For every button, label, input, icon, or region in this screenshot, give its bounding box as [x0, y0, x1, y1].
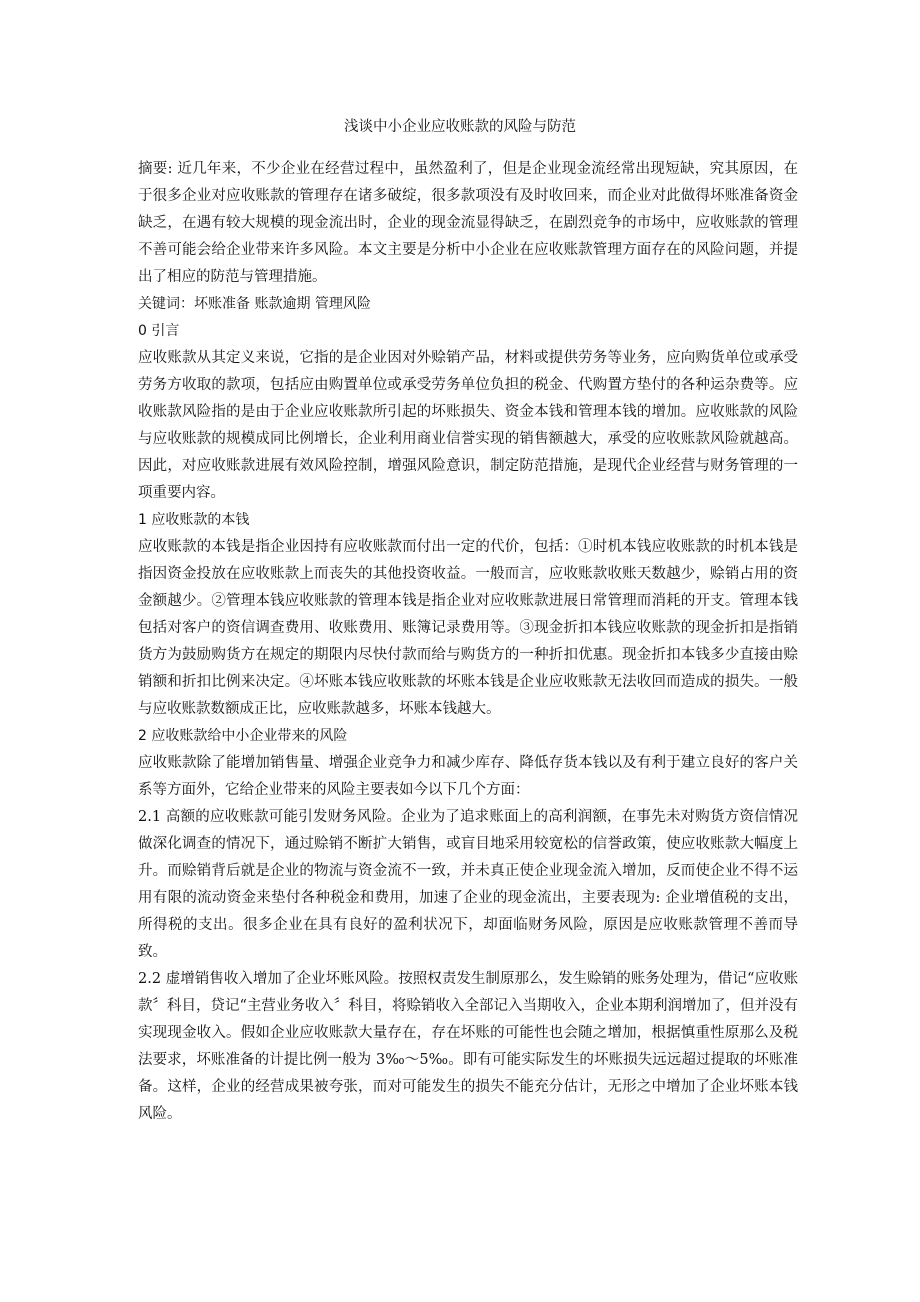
- section-2-paragraph: 应收账款除了能增加销售量、增强企业竞争力和减少库存、降低存货本钱以及有利于建立良好的客户关系等方面外，它给企业带来的风险主要表如今以下几个方面：: [138, 755, 798, 798]
- section-2-1-paragraph: 2.1 高额的应收账款可能引发财务风险。企业为了追求账面上的高利润额，在事先未对购货方资信情况做深化调查的情况下，通过赊销不断扩大销售，或盲目地采用较宽松的信誉政策，使应收账款大幅度上升。而赊销背后就是企业的物流与资金流不一致，并未真正使企业现金流入增加，反而使企业不得不运用有限的流动资金来垫付各种税金和费用，加速了企业的现金流出，主要表现为: 企业增值税的支出，所得税的支出。很多企业在具有良好的盈利状况下，却面临财务风险，原因是应收账款管理不善而导致。: [138, 809, 798, 960]
- section-2-heading: 2 应收账款给中小企业带来的风险: [138, 728, 348, 744]
- abstract-paragraph: 摘要: 近几年来，不少企业在经营过程中，虽然盈利了，但是企业现金流经常出现短缺，究其原因，在于很多企业对应收账款的管理存在诸多破绽，很多款项没有及时收回来，而企业对此做得坏账准备资金缺乏，在遇有较大规模的现金流出时，企业的现金流显得缺乏，在剧烈竞争的市场中，应收账款的管理不善可能会给企业带来许多风险。本文主要是分析中小企业在应收账款管理方面存在的风险问题，并提出了相应的防范与管理措施。: [138, 161, 798, 285]
- document-title: 浅谈中小企业应收账款的风险与防范: [344, 119, 576, 135]
- section-1-heading: 1 应收账款的本钱: [138, 512, 250, 528]
- document-body: [138, 156, 798, 1128]
- section-1-paragraph: 应收账款的本钱是指企业因持有应收账款而付出一定的代价，包括：①时机本钱应收账款的时机本钱是指因资金投放在应收账款上而丧失的其他投资收益。一般而言，应收账款收账天数越少，赊销占用的资金额越少。②管理本钱应收账款的管理本钱是指企业对应收账款进展日常管理而消耗的开支。管理本钱包括对客户的资信调查费用、收账费用、账簿记录费用等。③现金折扣本钱应收账款的现金折扣是指销货方为鼓励购货方在规定的期限内尽快付款而给与购货方的一种折扣优惠。现金折扣本钱多少直接由赊销额和折扣比例来决定。④坏账本钱应收账款的坏账本钱是企业应收账款无法收回而造成的损失。一般与应收账款数额成正比，应收账款越多，坏账本钱越大。: [138, 539, 798, 717]
- section-0-heading: 0 引言: [138, 323, 180, 339]
- section-2-2-paragraph: 2.2 虚增销售收入增加了企业坏账风险。按照权责发生制原那么，发生赊销的账务处理为，借记“应收账款〞科目，贷记“主营业务收入〞科目，将赊销收入全部记入当期收入，企业本期利润增加了，但并没有实现现金收入。假如企业应收账款大量存在，存在坏账的可能性也会随之增加，根据慎重性原那么及税法要求，坏账准备的计提比例一般为 3‰～5‰。即有可能实际发生的坏账损失远远超过提取的坏账准备。这样，企业的经营成果被夸张，而对可能发生的损失不能充分估计，无形之中增加了企业坏账本钱风险。: [138, 971, 798, 1122]
- keywords-line: 关键词：坏账准备 账款逾期 管理风险: [138, 296, 371, 312]
- section-0-paragraph: 应收账款从其定义来说，它指的是企业因对外赊销产品，材料或提供劳务等业务，应向购货单位或承受劳务方收取的款项，包括应由购置单位或承受劳务单位负担的税金、代购置方垫付的各种运杂费等。应收账款风险指的是由于企业应收账款所引起的坏账损失、资金本钱和管理本钱的增加。应收账款的风险与应收账款的规模成同比例增长，企业利用商业信誉实现的销售额越大，承受的应收账款风险就越高。因此，对应收账款进展有效风险控制，增强风险意识，制定防范措施，是现代企业经营与财务管理的一项重要内容。: [138, 350, 798, 501]
